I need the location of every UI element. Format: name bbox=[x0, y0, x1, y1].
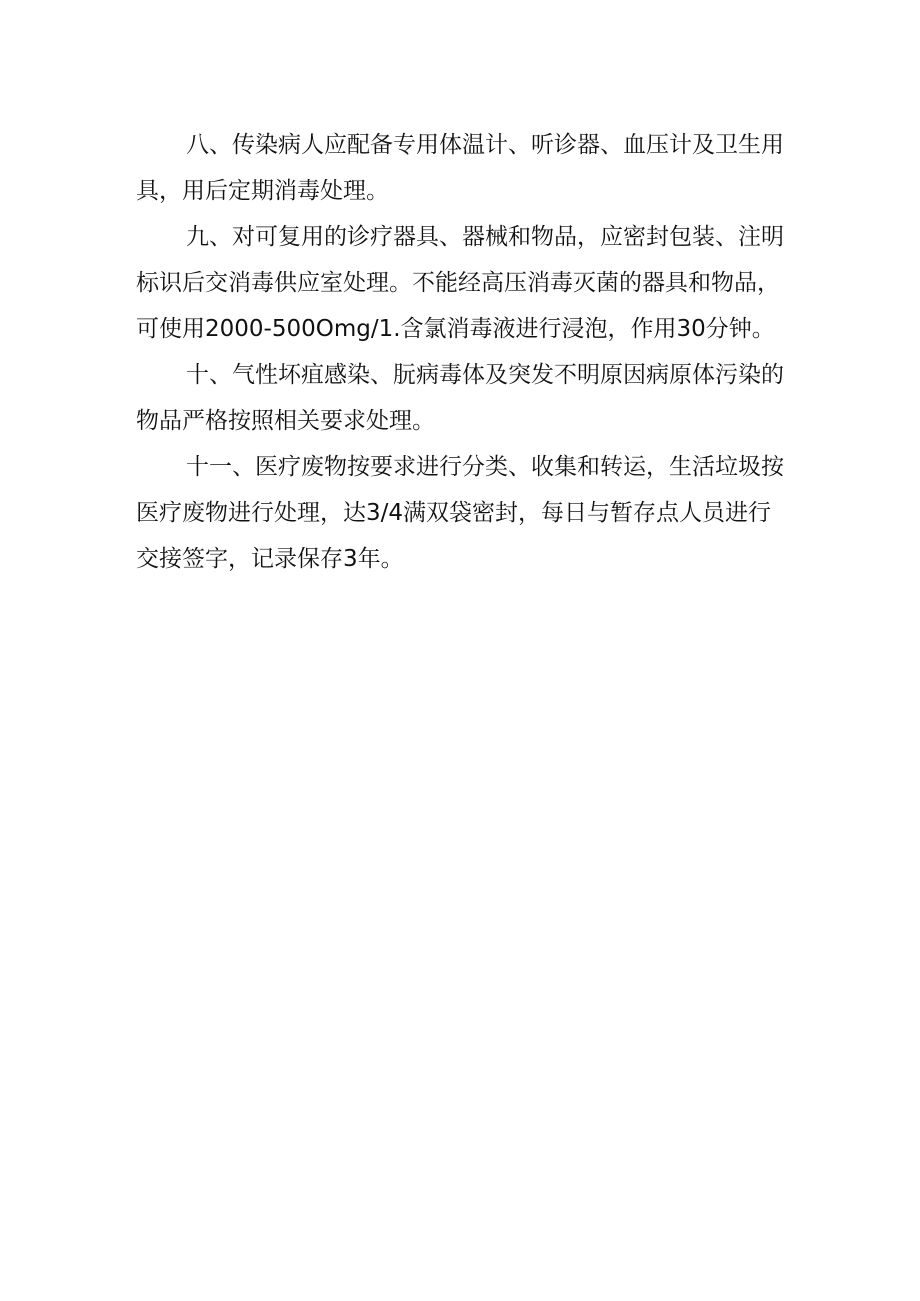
document-body bbox=[136, 122, 786, 582]
paragraph-line: 交接签字，记录保存3年。 bbox=[136, 546, 404, 572]
paragraph-line: 具，用后定期消毒处理。 bbox=[136, 178, 389, 204]
paragraph-9 bbox=[136, 214, 786, 352]
paragraph-line: 九、对可复用的诊疗器具、器械和物品，应密封包装、注明 bbox=[186, 224, 784, 250]
paragraph-line: 八、传染病人应配备专用体温计、听诊器、血压计及卫生用 bbox=[186, 132, 784, 158]
paragraph-11 bbox=[136, 444, 786, 582]
paragraph-line: 十、气性坏疽感染、朊病毒体及突发不明原因病原体污染的 bbox=[186, 362, 784, 388]
paragraph-line: 物品严格按照相关要求处理。 bbox=[136, 408, 435, 434]
paragraph-10 bbox=[136, 352, 786, 444]
paragraph-line: 医疗废物进行处理，达3/4满双袋密封，每日与暂存点人员进行 bbox=[136, 500, 772, 526]
paragraph-line: 十一、医疗废物按要求进行分类、收集和转运，生活垃圾按 bbox=[186, 454, 784, 480]
paragraph-8 bbox=[136, 122, 786, 214]
paragraph-line: 可使用2000-500Omg/1.含氯消毒液进行浸泡，作用30分钟。 bbox=[136, 316, 775, 342]
paragraph-line: 标识后交消毒供应室处理。不能经高压消毒灭菌的器具和物品， bbox=[136, 270, 780, 296]
